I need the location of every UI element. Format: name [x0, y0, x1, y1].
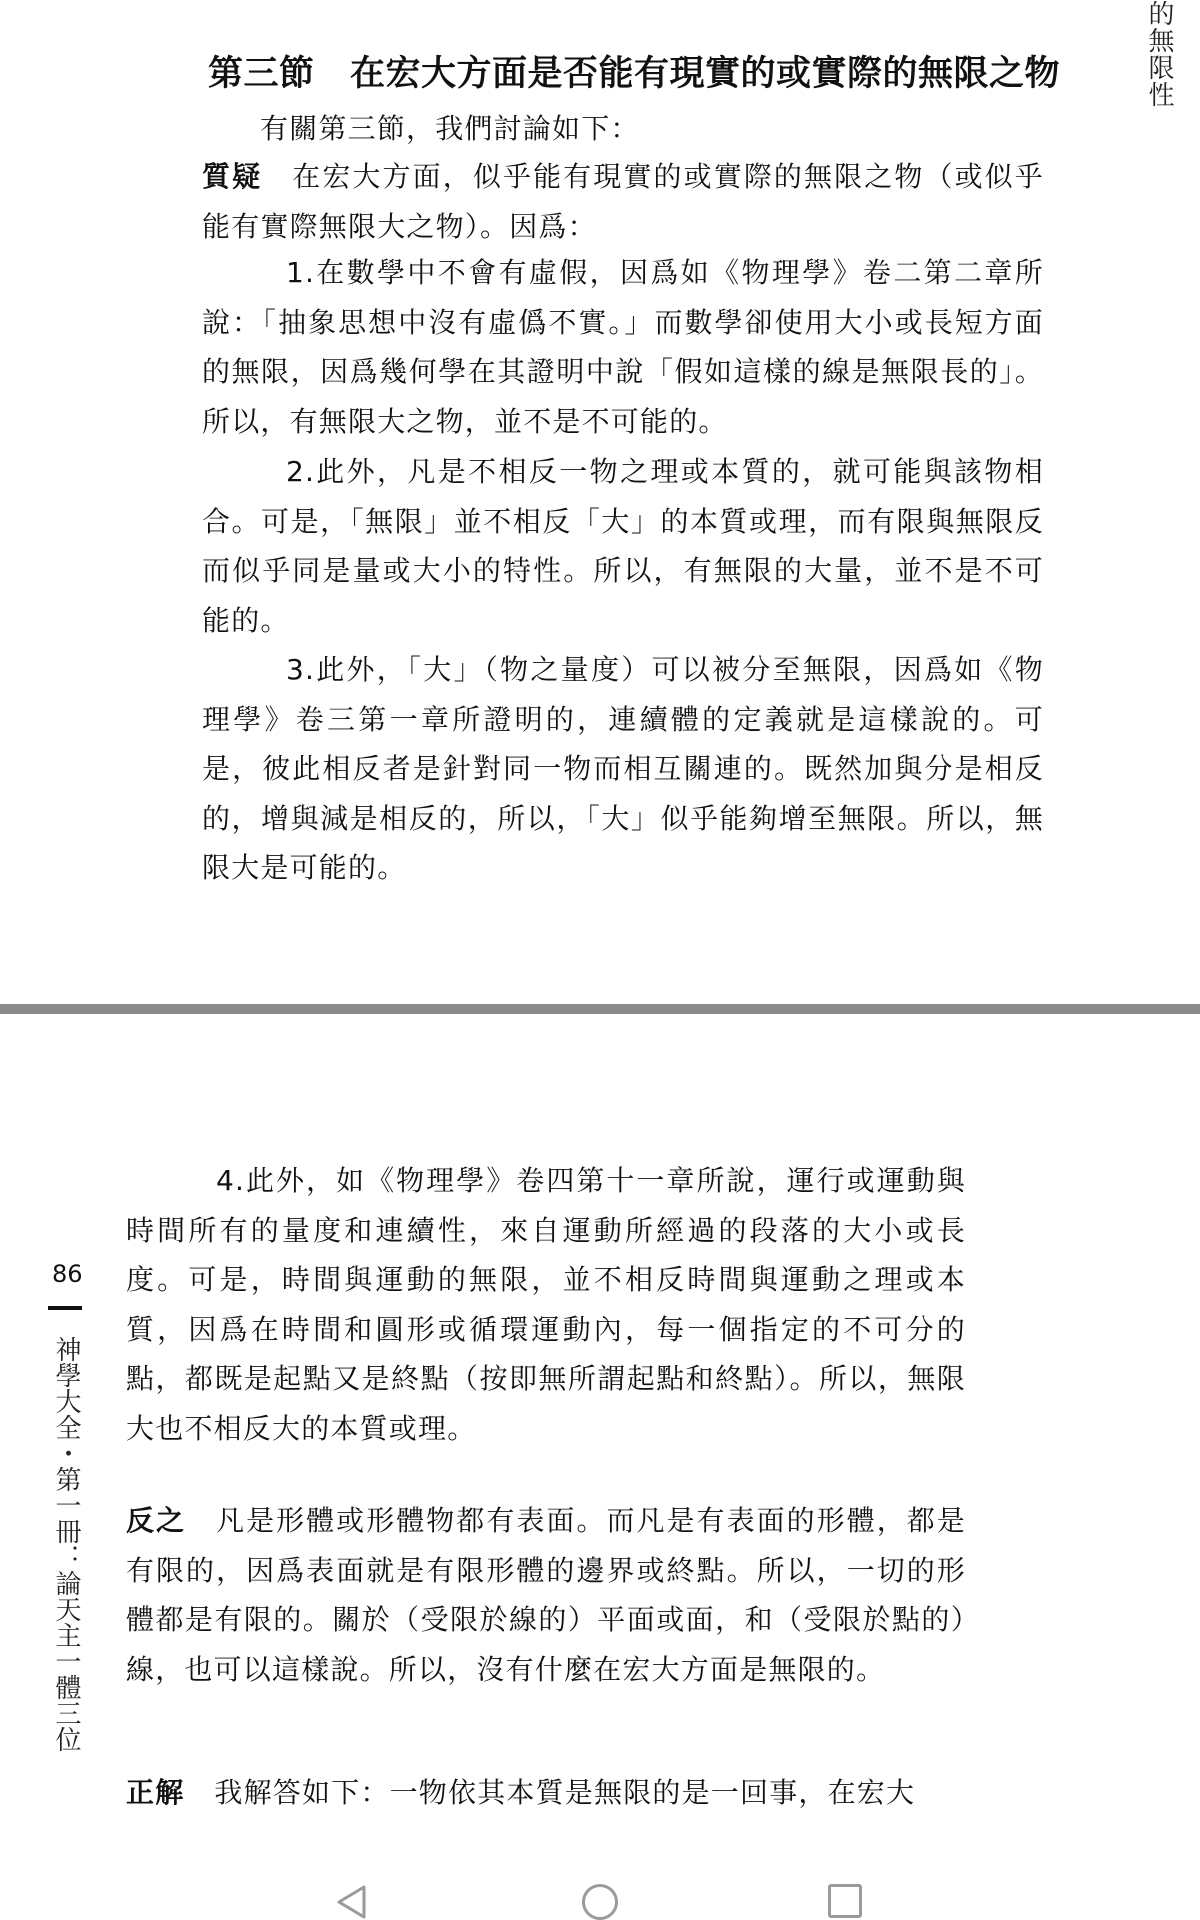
objection-point-1: 1.在數學中不會有虛假，因爲如《物理學》卷二第二章所說：「抽象思想中沒有虛僞不實。」而數學卻使用大小或長短方面的無限，因爲幾何學在其證明中說「假如這樣的線是無限長的」。所以，有無限大之物，並不是不可能的。 — [202, 256, 1044, 438]
sed-contra-paragraph — [126, 1496, 966, 1694]
back-icon[interactable] — [334, 1884, 370, 1920]
section-heading: 第三節 在宏大方面是否能有現實的或實際的無限之物 — [208, 53, 1061, 94]
answer-text: 我解答如下：一物依其本質是無限的是一回事，在宏大 — [214, 1776, 916, 1809]
running-header: 的無限性 — [1144, 0, 1174, 108]
running-footer: 神學大全・第一冊：論天主一體三位 — [51, 1336, 81, 1752]
answer-label: 正解 — [126, 1776, 185, 1809]
intro-paragraph: 有關第三節，我們討論如下： — [260, 112, 640, 145]
sed-contra-label: 反之 — [126, 1504, 187, 1537]
recents-icon[interactable] — [828, 1884, 862, 1918]
home-icon[interactable] — [582, 1884, 618, 1920]
page-number-rule — [48, 1306, 82, 1310]
objection-label: 質疑 — [202, 160, 263, 193]
answer-paragraph — [126, 1768, 966, 1818]
sed-contra-text: 凡是形體或形體物都有表面。而凡是有表面的形體，都是有限的，因爲表面就是有限形體的邊界或終點。所以，一切的形體都是有限的。關於（受限於線的）平面或面，和（受限於點的）線，也可以這樣說。所以，沒有什麼在宏大方面是無限的。 — [126, 1504, 966, 1686]
bottom-page — [0, 1014, 1200, 1884]
navigation-bar — [0, 1884, 1200, 1920]
objection-text: 在宏大方面，似乎能有現實的或實際的無限之物（或似乎能有實際無限大之物）。因爲： — [202, 160, 1044, 243]
objection-point-3: 3.此外，「大」（物之量度）可以被分至無限，因爲如《物理學》卷三第一章所證明的，連續體的定義就是這樣說的。可是，彼此相反者是針對同一物而相互關連的。既然加與分是相反的，增與減是相反的，所以，「大」似乎能夠增至無限。所以，無限大是可能的。 — [202, 653, 1044, 885]
page-divider — [0, 1004, 1200, 1014]
objection-point-2: 2.此外，凡是不相反一物之理或本質的，就可能與該物相合。可是，「無限」並不相反「大」的本質或理，而有限與無限反而似乎同是量或大小的特性。所以，有無限的大量，並不是不可能的。 — [202, 455, 1044, 637]
objection-paragraph — [202, 152, 1044, 251]
page-number: 86 — [52, 1260, 83, 1288]
objection-point-4: 4.此外，如《物理學》卷四第十一章所說，運行或運動與時間所有的量度和連續性，來自運動所經過的段落的大小或長度。可是，時間與運動的無限，並不相反時間與運動之理或本質，因爲在時間和圓形或循環運動內，每一個指定的不可分的點，都既是起點又是終點（按即無所謂起點和終點）。所以，無限大也不相反大的本質或理。 — [126, 1164, 966, 1445]
